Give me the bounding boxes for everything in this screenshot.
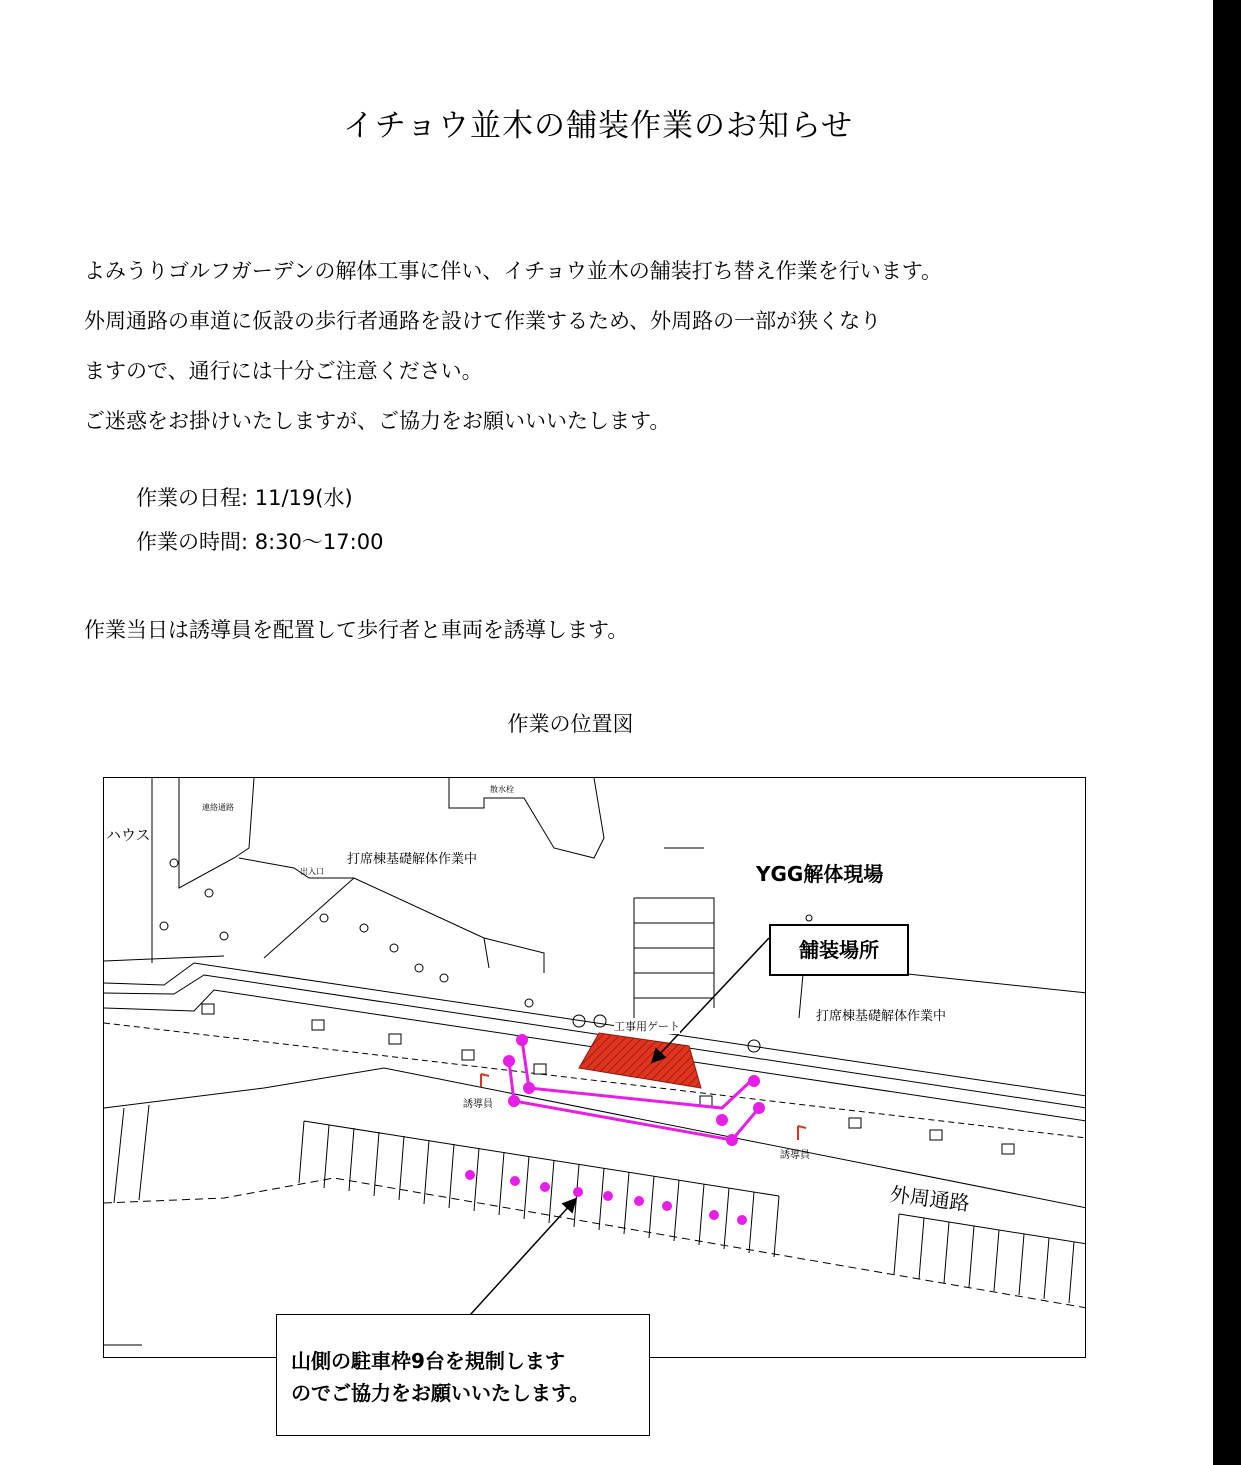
paragraph-line: ますので、通行には十分ご注意ください。	[84, 359, 483, 383]
schedule-date: 作業の日程: 11/19(水)	[136, 486, 353, 510]
guide-note: 作業当日は誘導員を配置して歩行者と車両を誘導します。	[84, 618, 629, 642]
paragraph-line: よみうりゴルフガーデンの解体工事に伴い、イチョウ並木の舗装打ち替え作業を行います。	[84, 259, 943, 283]
paragraph-line: 外周通路の車道に仮設の歩行者通路を設けて作業するため、外周路の一部が狭くなり	[84, 309, 882, 333]
parking-arrow	[470, 1203, 572, 1315]
restricted-parking-dots	[465, 1170, 747, 1225]
gate-label: 工事用ゲート	[614, 1020, 680, 1033]
schedule-time: 作業の時間: 8:30〜17:00	[136, 530, 384, 554]
paragraph-line: ご迷惑をお掛けいたしますが、ご協力をお願いいいたします。	[84, 409, 671, 433]
location-map	[103, 777, 1086, 1358]
demolition-label-left: 打席棟基礎解体作業中	[347, 852, 478, 867]
small-label: 連絡通路	[202, 803, 234, 812]
paving-area	[579, 1033, 701, 1088]
guard-label-right: 誘導員	[780, 1150, 810, 1161]
schedule-block	[136, 476, 383, 564]
house-label: ハウス	[106, 826, 151, 844]
small-label: 散水栓	[490, 785, 514, 794]
callout-line: のでご協力をお願いいたします。	[291, 1381, 590, 1405]
map-drawing	[104, 778, 1086, 1358]
map-heading: 作業の位置図	[507, 712, 634, 736]
small-label: 出入口	[300, 867, 324, 876]
notice-paragraph	[84, 246, 942, 446]
outer-road-label: 外周通路	[888, 1181, 971, 1216]
demolition-label-right: 打席棟基礎解体作業中	[816, 1009, 947, 1024]
paving-place-box	[769, 924, 909, 976]
guard-label-left: 誘導員	[463, 1099, 493, 1110]
page-title: イチョウ並木の舗装作業のお知らせ	[342, 108, 854, 144]
callout-line: 山側の駐車枠9台を規制します	[291, 1349, 565, 1373]
site-label: YGG解体現場	[756, 862, 884, 886]
page-edge-bar	[1213, 0, 1241, 1465]
parking-callout	[276, 1314, 650, 1436]
paving-place-label: 舗装場所	[799, 938, 879, 962]
